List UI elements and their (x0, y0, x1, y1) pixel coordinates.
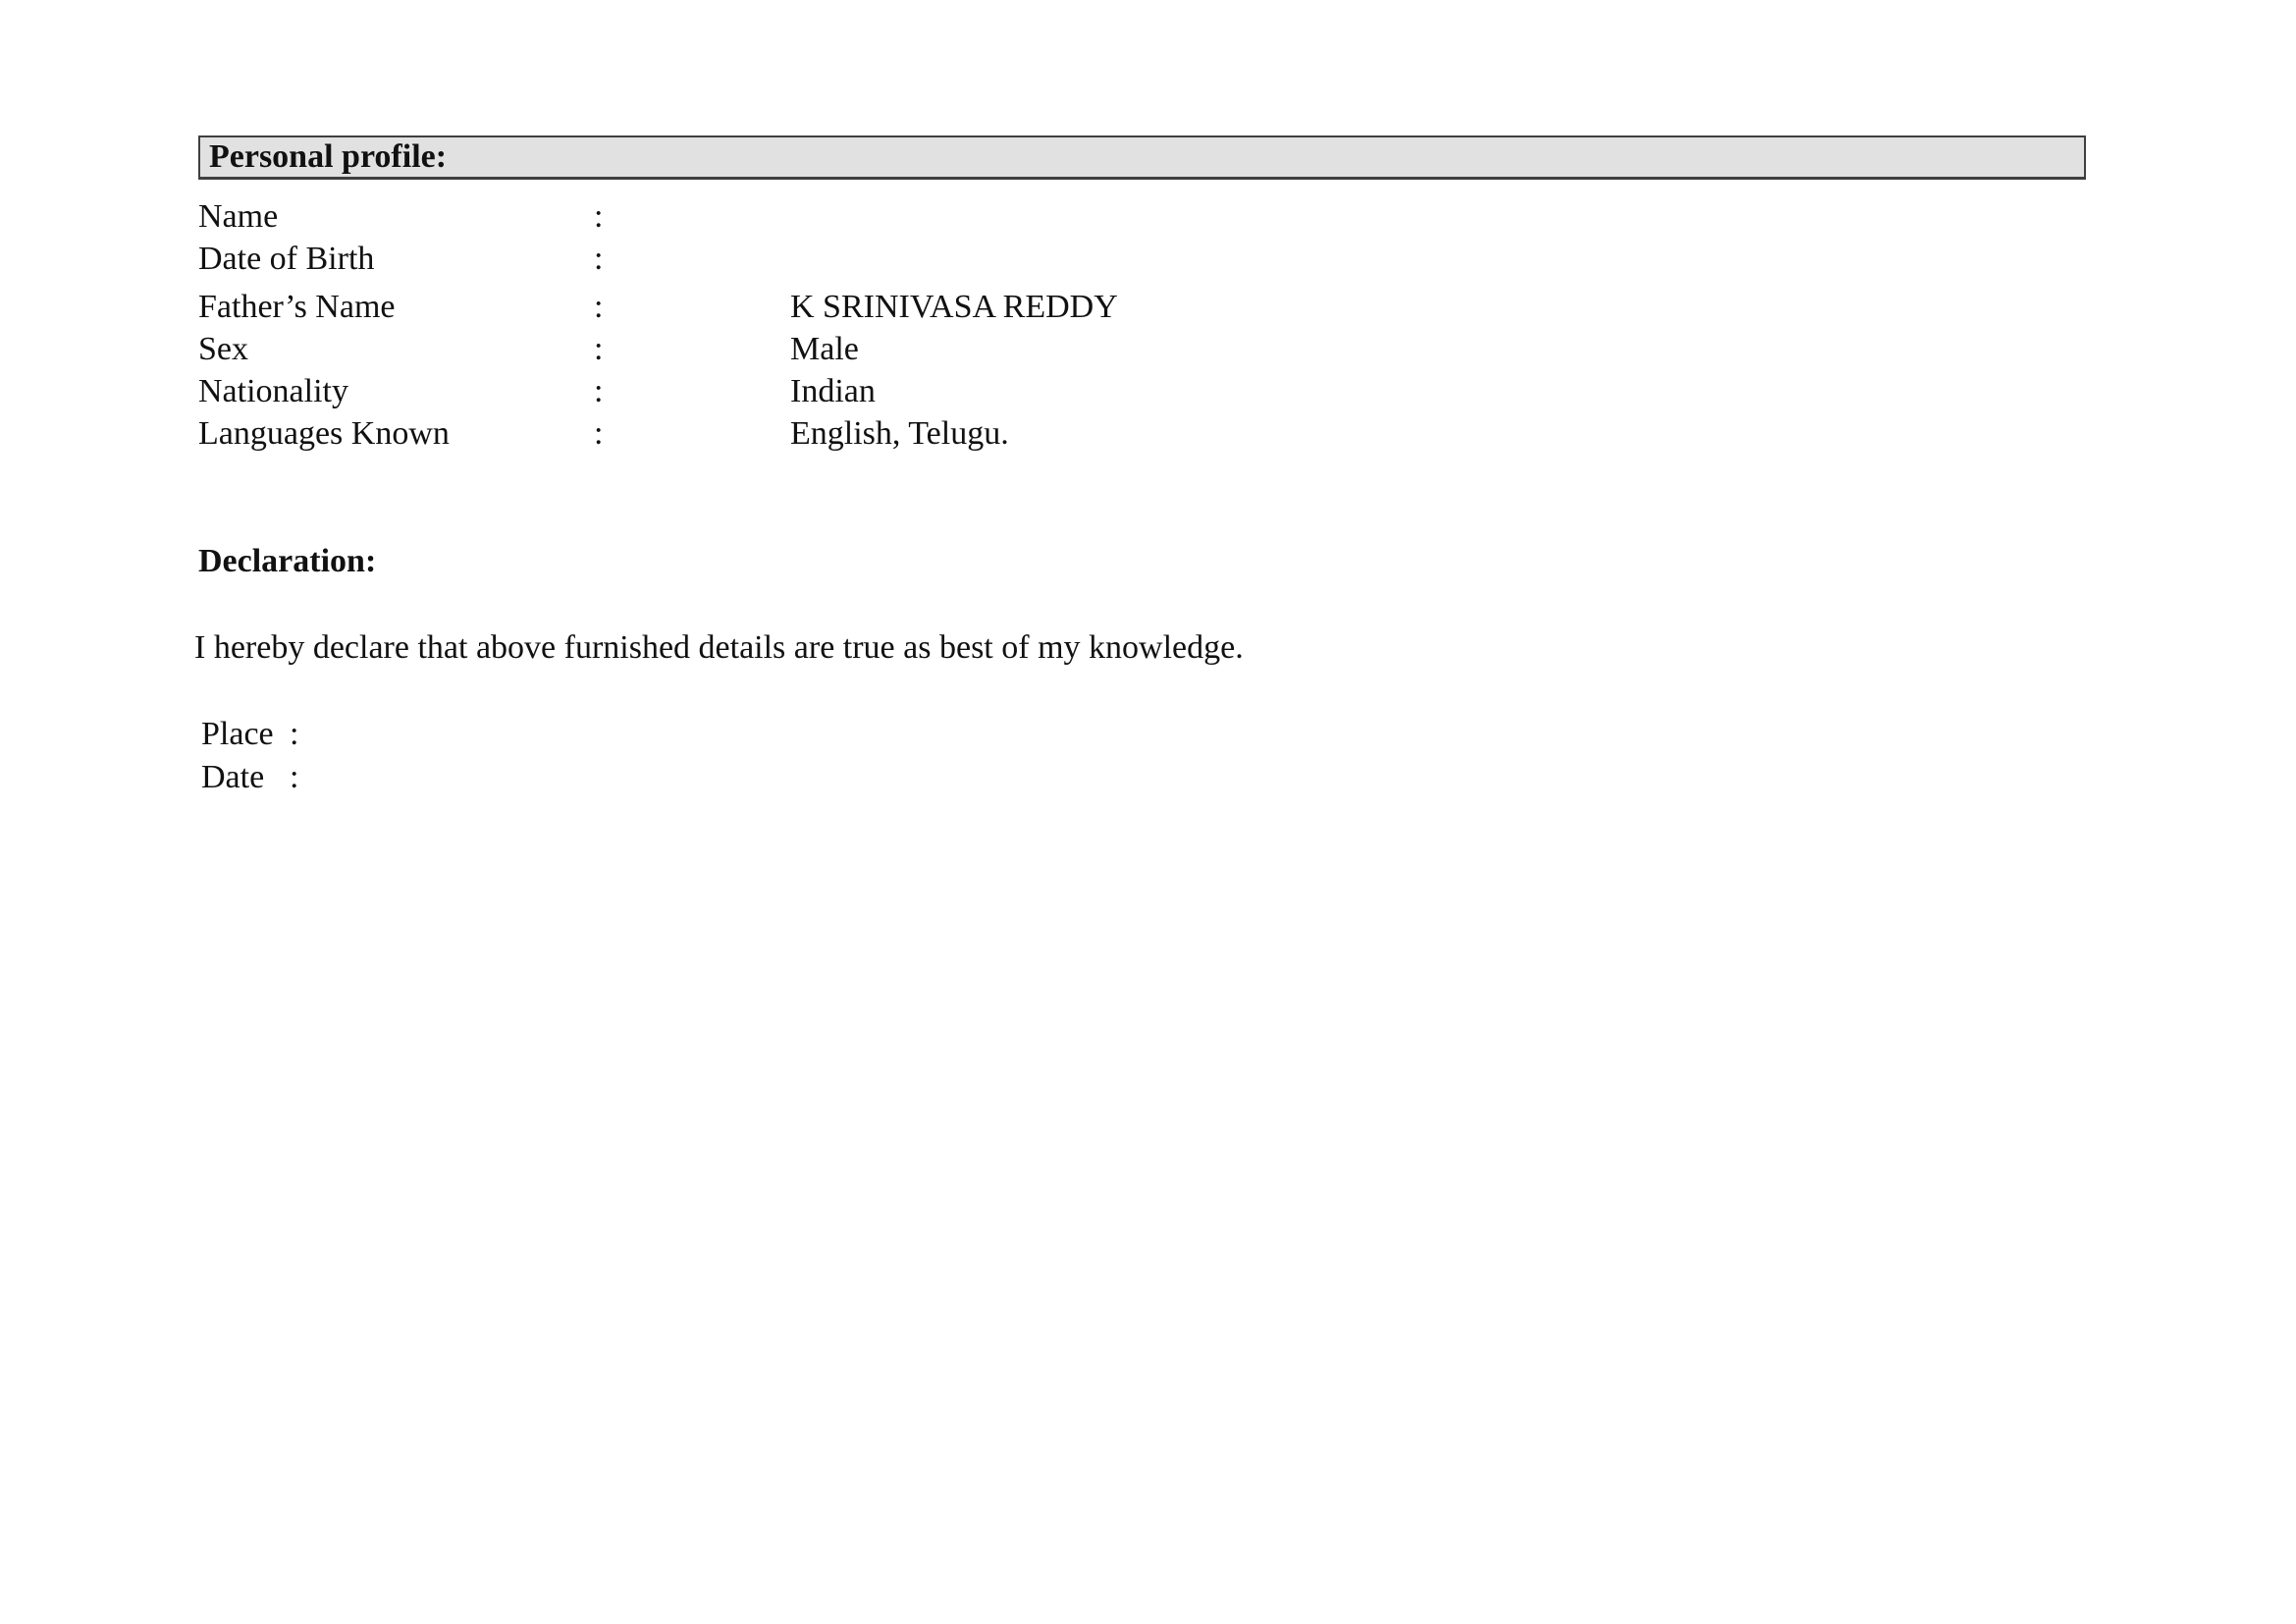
declaration-heading: Declaration: (198, 543, 377, 579)
field-row-fathers-name (198, 286, 1671, 328)
field-value (790, 238, 1671, 280)
field-value: Male (790, 331, 859, 367)
field-row-place (201, 713, 348, 756)
field-row-name (198, 195, 1671, 238)
field-separator: : (594, 415, 604, 452)
field-label: Date (201, 759, 265, 795)
field-separator: : (594, 198, 604, 235)
field-row-date (201, 756, 348, 799)
field-value: English, Telugu. (790, 415, 1009, 452)
field-value: K SRINIVASA REDDY (790, 289, 1118, 325)
personal-profile-title: Personal profile: (209, 138, 448, 175)
field-separator: : (594, 373, 604, 409)
declaration-statement: I hereby declare that above furnished details are true as best of my knowledge. (194, 629, 1244, 666)
field-label: Languages Known (198, 415, 450, 452)
field-value (790, 195, 1671, 238)
field-label: Father’s Name (198, 289, 396, 325)
field-label: Nationality (198, 373, 348, 409)
field-label: Place (201, 716, 274, 752)
field-separator: : (290, 759, 299, 795)
field-row-date-of-birth (198, 238, 1671, 280)
field-separator: : (290, 716, 299, 752)
personal-profile-fields (198, 195, 1671, 455)
field-label: Sex (198, 331, 248, 367)
field-row-languages-known (198, 412, 1671, 455)
field-label: Date of Birth (198, 241, 375, 277)
field-separator: : (594, 289, 604, 325)
personal-profile-header (198, 135, 2086, 180)
field-value: Indian (790, 373, 876, 409)
field-row-sex (198, 328, 1671, 370)
field-label: Name (198, 198, 279, 235)
place-date-block (201, 713, 348, 799)
field-separator: : (594, 241, 604, 277)
field-row-nationality (198, 370, 1671, 412)
field-separator: : (594, 331, 604, 367)
